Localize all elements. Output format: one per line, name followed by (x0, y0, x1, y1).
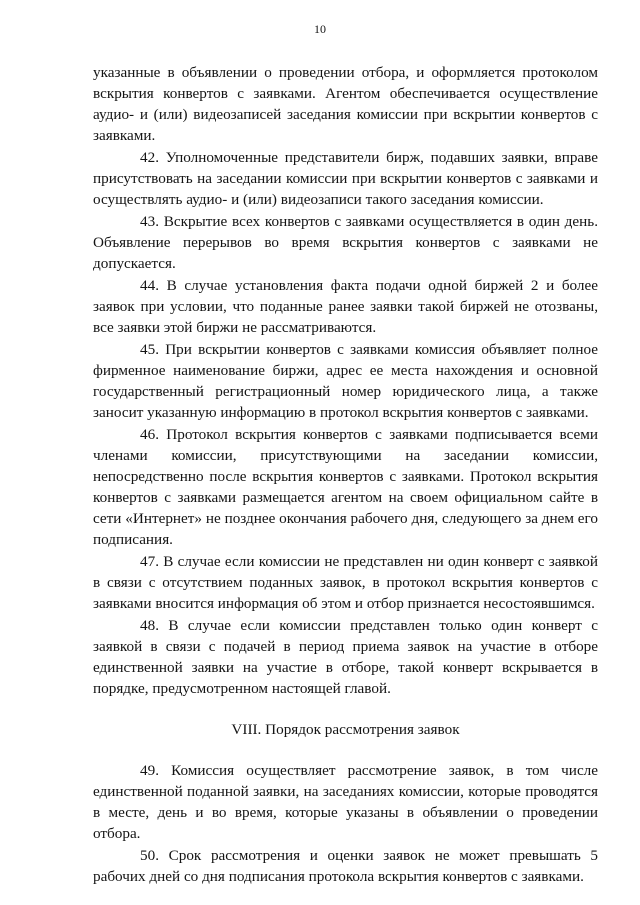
paragraph-p43: 43. Вскрытие всех конвертов с заявками осуществляется в один день. Объявление перерывов во время вскрытия конвертов с заявками не допускается. (93, 213, 598, 272)
paragraph-p45: 45. При вскрытии конвертов с заявками комиссия объявляет полное фирменное наименование биржи, адрес ее места нахождения и основной государственный регистрационный номер юридического лица, а также заносит указанную информацию в протокол вскрытия конвертов с заявками. (93, 341, 598, 421)
section-heading: VIII. Порядок рассмотрения заявок (231, 721, 460, 738)
paragraph-p46: 46. Протокол вскрытия конвертов с заявками подписывается всеми членами комиссии, присутствующими на заседании комиссии, непосредственно после вскрытия конвертов с заявками. Протокол вскрытия конвертов с заявками размещается агентом на своем официальном сайте в сети «Интернет» не позднее окончания рабочего дня, следующего за днем его подписания. (93, 426, 598, 548)
paragraph-p47: 47. В случае если комиссии не представлен ни один конверт с заявкой в связи с отсутствием поданных заявок, в протокол вскрытия конвертов с заявками вносится информация об этом и отбор признается несостоявшимся. (93, 553, 598, 612)
paragraph-p44: 44. В случае установления факта подачи одной биржей 2 и более заявок при условии, что поданные ранее заявки такой биржей не отозваны, все заявки этой биржи не рассматриваются. (93, 277, 598, 336)
paragraphs-after-heading (93, 760, 598, 887)
paragraph-p48: 48. В случае если комиссии представлен только один конверт с заявкой в связи с подачей в период приема заявок на участие в отборе единственной заявки на участие в отборе, такой конверт вскрывается в порядке, предусмотренном настоящей главой. (93, 617, 598, 697)
document-body (93, 62, 598, 888)
paragraphs-before-heading (93, 62, 598, 699)
paragraph-p-cont: указанные в объявлении о проведении отбора, и оформляется протоколом вскрытия конвертов с заявками. Агентом обеспечивается осуществление аудио- и (или) видеозаписей заседания комиссии при вскрытии конвертов с заявками. (93, 64, 598, 144)
paragraph-p50: 50. Срок рассмотрения и оценки заявок не может превышать 5 рабочих дней со дня подписания протокола вскрытия конвертов с заявками. (93, 847, 598, 885)
paragraph-p49: 49. Комиссия осуществляет рассмотрение заявок, в том числе единственной поданной заявки, на заседаниях комиссии, которые проводятся в месте, день и во время, которые указаны в объявлении о проведении отбора. (93, 762, 598, 842)
paragraph-p42: 42. Уполномоченные представители бирж, подавших заявки, вправе присутствовать на заседании комиссии при вскрытии конвертов с заявками и осуществлять аудио- и (или) видеозаписи такого заседания комиссии. (93, 149, 598, 208)
page-number: 10 (314, 22, 326, 36)
